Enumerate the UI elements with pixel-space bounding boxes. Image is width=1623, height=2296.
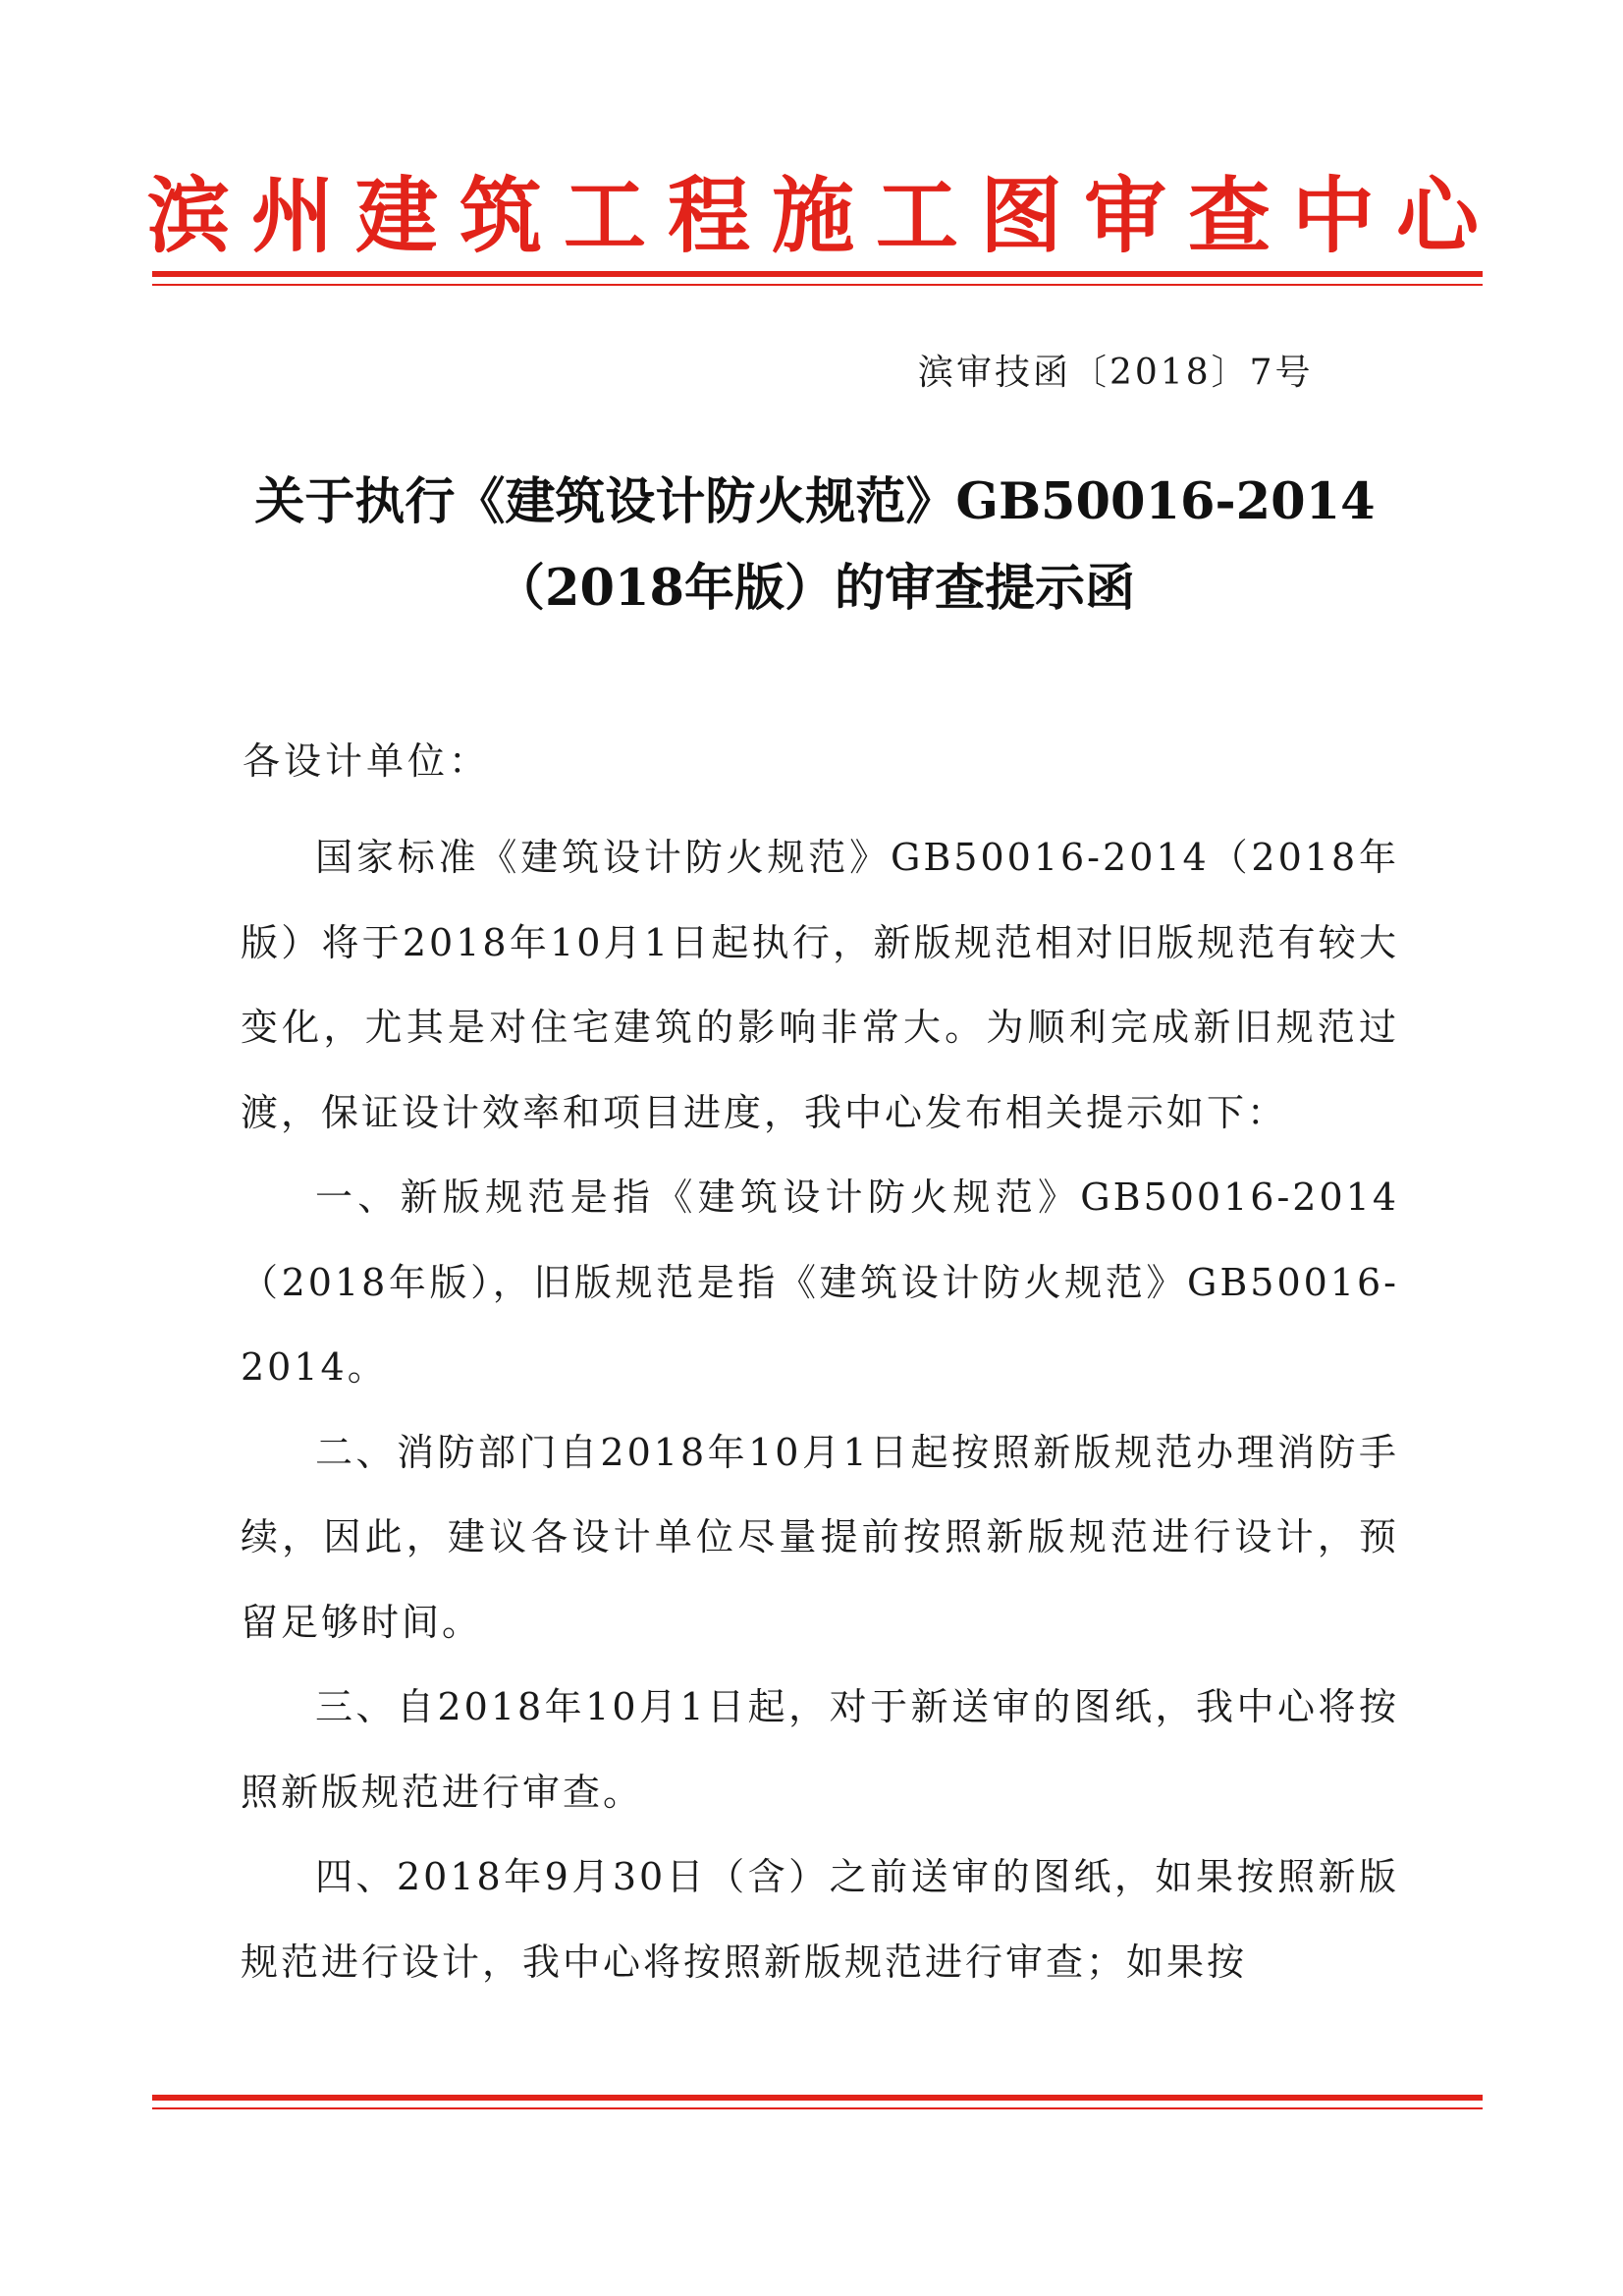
paragraph-item-1: 一、新版规范是指《建筑设计防火规范》GB50016-2014（2018年版），旧版规范是指《建筑设计防火规范》GB50016-2014。: [241, 1175, 1399, 1389]
document-title-line-2: （2018年版）的审查提示函: [495, 559, 1135, 618]
footer-rule-thin: [152, 2107, 1483, 2109]
organization-header: 滨州建筑工程施工图审查中心: [147, 167, 1501, 264]
paragraph-item-4: 四、2018年9月30日（含）之前送审的图纸，如果按照新版规范进行设计，我中心将按照新版规范进行审查；如果按: [241, 1855, 1399, 1984]
document-number: 滨审技函〔2018〕7号: [918, 353, 1314, 393]
body-text: [241, 815, 1399, 2004]
salutation: 各设计单位：: [243, 739, 491, 783]
header-rule-thick: [152, 271, 1483, 277]
footer-rule-thick: [152, 2095, 1483, 2101]
header-rule-thin: [152, 284, 1483, 286]
paragraph-item-3: 三、自2018年10月1日起，对于新送审的图纸，我中心将按照新版规范进行审查。: [241, 1685, 1399, 1814]
document-title-line-1: 关于执行《建筑设计防火规范》GB50016-2014: [254, 472, 1376, 531]
paragraph-intro: 国家标准《建筑设计防火规范》GB50016-2014（2018年版）将于2018年10月1日起执行，新版规范相对旧版规范有较大变化，尤其是对住宅建筑的影响非常大。为顺利完成新旧规范过渡，保证设计效率和项目进度，我中心发布相关提示如下：: [241, 836, 1399, 1134]
paragraph-item-2: 二、消防部门自2018年10月1日起按照新版规范办理消防手续，因此，建议各设计单位尽量提前按照新版规范进行设计，预留足够时间。: [241, 1430, 1399, 1644]
